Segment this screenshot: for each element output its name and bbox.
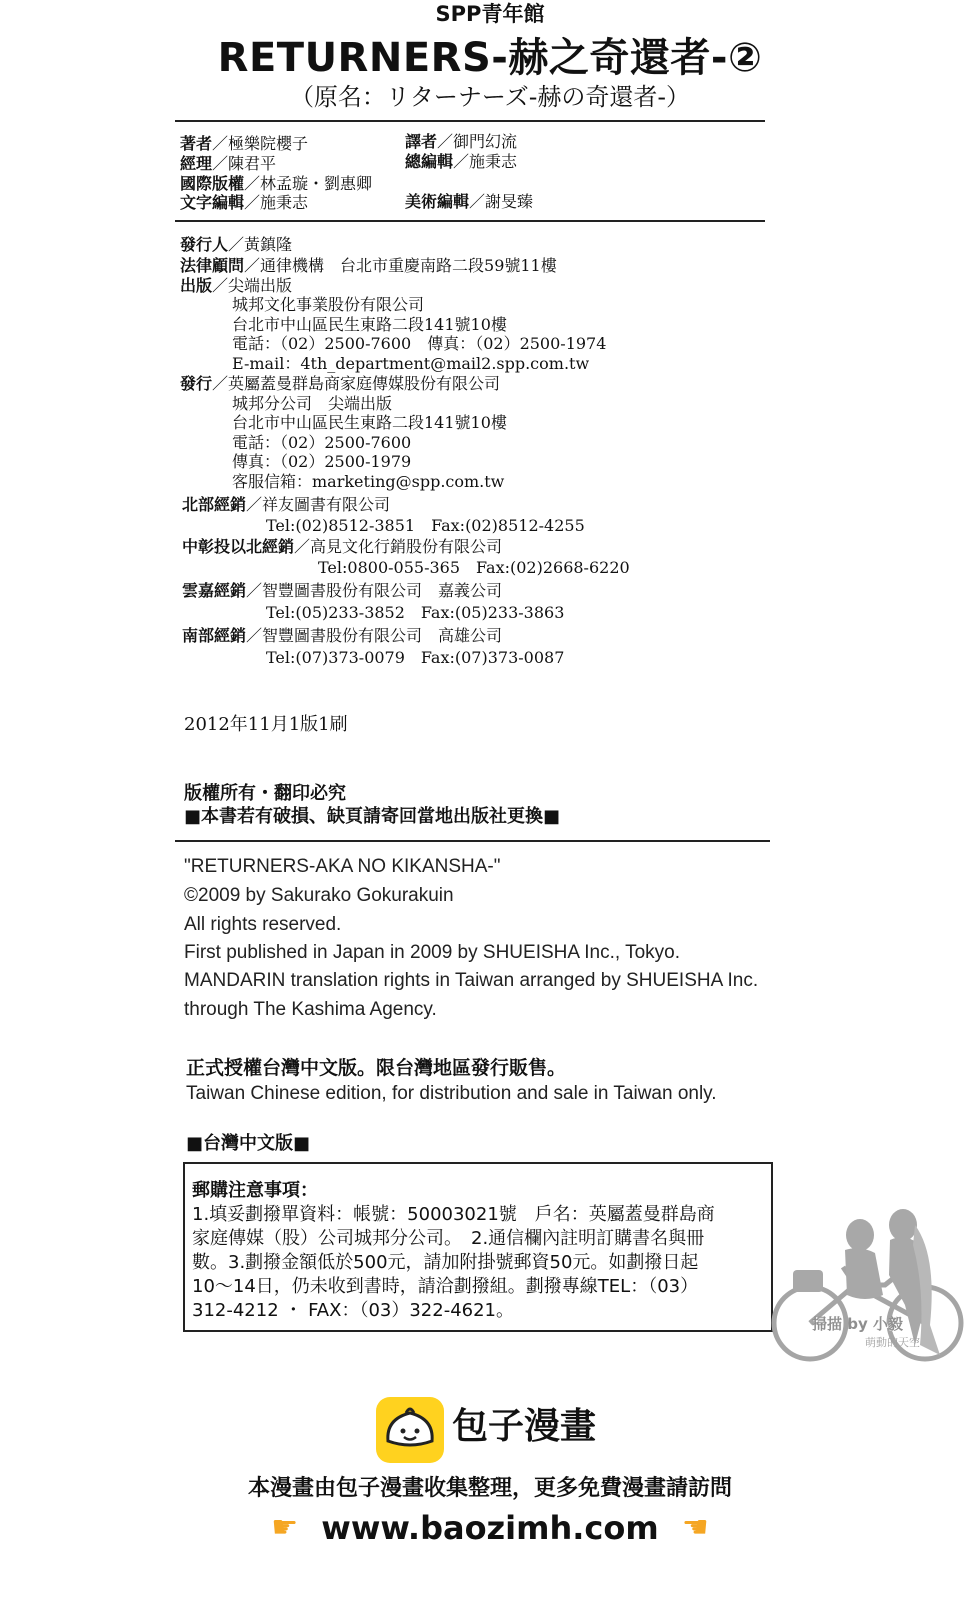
credit-translator: 譯者／御門幻流 [405,132,518,151]
pointing-right-icon: ☛ [271,1510,299,1545]
mail-order-line: 10～14日，仍未收到書時，請洽劃撥組。劃撥專線TEL：（03） [192,1276,699,1297]
mail-order-heading: 郵購注意事項： [192,1180,318,1201]
credit-text-editor: 文字編輯／施秉志 [180,193,309,212]
brand-name: 包子漫畫 [452,1406,597,1447]
english-line: MANDARIN translation rights in Taiwan arranged by SHUEISHA Inc. [184,970,759,991]
distributor: 發行／英屬蓋曼群島商家庭傳媒股份有限公司 [180,374,501,393]
book-title: RETURNERS-赫之奇還者-② [217,35,763,81]
divider [175,220,765,222]
publish-line: 城邦文化事業股份有限公司 [232,295,425,314]
english-line: All rights reserved. [184,914,342,935]
original-title: （原名：リターナーズ-赫の奇還者-） [289,83,691,111]
damage-notice: ■本書若有破損、缺頁請寄回當地出版社更換■ [184,806,561,827]
baozi-logo [376,1397,444,1463]
mail-order-line: 312-4212 ・ FAX：（03）322-4621。 [192,1300,515,1321]
english-line: through The Kashima Agency. [184,999,437,1020]
footer-url[interactable]: www.baozimh.com [321,1509,659,1547]
authorized-zh: 正式授權台灣中文版。限台灣地區發行販售。 [186,1057,567,1079]
mail-order-line: 1.填妥劃撥單資料：帳號：50003021號 戶名：英屬蓋曼群島商 [192,1204,715,1225]
english-line: First published in Japan in 2009 by SHUEISHA Inc., Tokyo. [184,942,681,963]
mail-order-line: 家庭傳媒（股）公司城邦分公司。 2.通信欄內註明訂購書名與冊 [192,1228,705,1249]
english-line: ©2009 by Sakurako Gokurakuin [184,885,454,906]
central-tel: Tel:0800-055-365 Fax:(02)2668-6220 [318,558,630,577]
rights-reserved: 版權所有・翻印必究 [184,783,346,804]
divider [175,840,770,842]
credit-author: 著者／極樂院櫻子 [180,134,309,153]
edition-label: ■台灣中文版■ [186,1133,311,1154]
credit-rights: 國際版權／林孟璇・劉惠卿 [180,174,373,193]
authorized-en: Taiwan Chinese edition, for distribution and sale in Taiwan only. [186,1083,717,1104]
publisher-line: SPP青年館 [435,2,545,26]
north-tel: Tel:(02)8512-3851 Fax:(02)8512-4255 [266,516,585,535]
south-distributor: 南部經銷／智豐圖書股份有限公司 高雄公司 [182,626,503,645]
south-tel: Tel:(07)373-0079 Fax:(07)373-0087 [266,648,565,667]
legal-advisor: 法律顧問／通律機構 台北市重慶南路二段59號11樓 [180,256,557,275]
central-distributor: 中彰投以北經銷／高見文化行銷股份有限公司 [182,537,503,556]
credit-manager: 經理／陳君平 [180,154,277,173]
english-line: "RETURNERS-AKA NO KIKANSHA-" [184,856,501,877]
publish-line: 台北市中山區民生東路二段141號10樓 [232,315,507,334]
publish-email: E-mail：4th_department@mail2.spp.com.tw [232,354,590,373]
distribute-line: 傳真：（02）2500-1979 [232,452,412,471]
publish-line: 電話：（02）2500-7600 傳真：（02）2500-1974 [232,334,607,353]
watermark-subtext: 萌動的天空 [865,1336,920,1349]
footer-notice: 本漫畫由包子漫畫收集整理，更多免費漫畫請訪問 [247,1476,732,1501]
issuer: 發行人／黃鎮隆 [180,235,293,254]
distribute-line: 台北市中山區民生東路二段141號10樓 [232,413,507,432]
credit-art-editor: 美術編輯／謝旻臻 [405,192,534,211]
distribute-line: 電話：（02）2500-7600 [232,433,412,452]
edition-date: 2012年11月1版1刷 [184,714,348,735]
footer-url-row [0,1507,980,1549]
distribute-email: 客服信箱：marketing@spp.com.tw [232,472,505,491]
bun-icon [376,1397,444,1463]
divider [175,120,765,122]
north-distributor: 北部經銷／祥友圖書有限公司 [182,495,391,514]
publish: 出版／尖端出版 [180,276,293,295]
chiayi-tel: Tel:(05)233-3852 Fax:(05)233-3863 [266,603,565,622]
credit-chief-editor: 總編輯／施秉志 [405,152,518,171]
distribute-line: 城邦分公司 尖端出版 [232,394,393,413]
mail-order-line: 數。3.劃撥金額低於500元，請加附掛號郵資50元。如劃撥日起 [192,1252,699,1273]
watermark-text: 掃描 by 小毅 [812,1315,903,1333]
pointing-left-icon: ☚ [681,1510,709,1545]
chiayi-distributor: 雲嘉經銷／智豐圖書股份有限公司 嘉義公司 [182,581,503,600]
